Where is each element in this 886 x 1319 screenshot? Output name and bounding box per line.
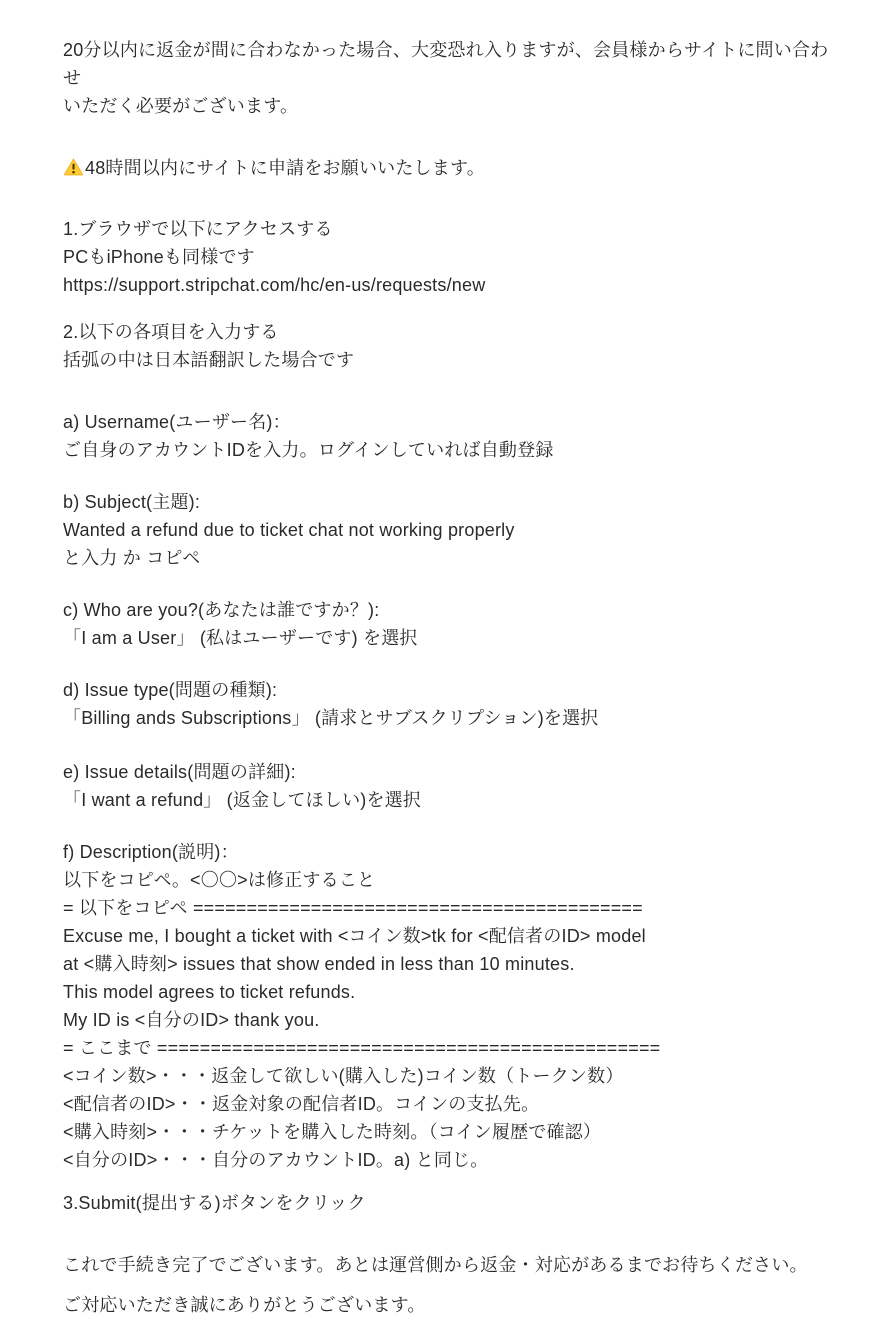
text-line: 「Billing ands Subscriptions」 (請求とサブスクリプション)を選択 bbox=[63, 708, 599, 728]
paragraph-deadline-warning bbox=[63, 154, 842, 182]
text-line: 「I want a refund」 (返金してほしい)を選択 bbox=[63, 790, 422, 810]
paragraph-field-b-subject bbox=[63, 488, 842, 572]
paragraph-field-a-username bbox=[63, 408, 842, 464]
paragraph-field-f-description bbox=[63, 838, 842, 1174]
template-text-line: This model agrees to ticket refunds. bbox=[63, 982, 356, 1002]
template-text-line: My ID is <自分のID> thank you. bbox=[63, 1010, 320, 1030]
placeholder-note-line: <コイン数>・・・返金して欲しい(購入した)コイン数（トークン数） bbox=[63, 1066, 624, 1086]
text-line: b) Subject(主題): bbox=[63, 492, 201, 512]
text-line: a) Username(ユーザー名)： bbox=[63, 412, 291, 432]
text-line: 2.以下の各項目を入力する bbox=[63, 322, 279, 342]
text-line: 以下をコピペ。<〇〇>は修正すること bbox=[63, 870, 376, 890]
text-line: 括弧の中は日本語翻訳した場合です bbox=[63, 350, 355, 370]
warning-icon bbox=[63, 157, 84, 177]
text-line: 1.ブラウザで以下にアクセスする bbox=[63, 219, 333, 239]
text-line: 48時間以内にサイトに申請をお願いいたします。 bbox=[85, 158, 485, 178]
text-line: d) Issue type(問題の種類): bbox=[63, 680, 278, 700]
placeholder-note-line: <購入時刻>・・・チケットを購入した時刻。（コイン履歴で確認） bbox=[63, 1122, 602, 1142]
text-line: ご自身のアカウントIDを入力。ログインしていれば自動登録 bbox=[63, 440, 554, 460]
support-url-text: https://support.stripchat.com/hc/en-us/requests/new bbox=[63, 275, 486, 295]
paragraph-step-3 bbox=[63, 1189, 842, 1217]
paragraph-closing-2 bbox=[63, 1291, 842, 1319]
text-line: Wanted a refund due to ticket chat not working properly bbox=[63, 520, 515, 540]
placeholder-note-line: <配信者のID>・・返金対象の配信者ID。コインの支払先。 bbox=[63, 1094, 540, 1114]
placeholder-note-line: <自分のID>・・・自分のアカウントID。a) と同じ。 bbox=[63, 1150, 489, 1170]
paragraph-step-2 bbox=[63, 318, 842, 374]
paragraph-field-e-issue-details bbox=[63, 758, 842, 814]
text-line: 3.Submit(提出する)ボタンをクリック bbox=[63, 1193, 366, 1213]
text-line: ご対応いただき誠にありがとうございます。 bbox=[63, 1295, 426, 1315]
text-line: いただく必要がございます。 bbox=[63, 96, 299, 116]
text-line: c) Who are you?(あなたは誰ですか？): bbox=[63, 600, 380, 620]
copy-template-end-divider: = ここまで =============================================== bbox=[63, 1038, 661, 1058]
paragraph-step-1 bbox=[63, 215, 842, 299]
text-line: これで手続き完了でございます。あとは運営側から返金・対応があるまでお待ちください。 bbox=[63, 1255, 808, 1275]
text-line: と入力 か コピペ bbox=[63, 548, 201, 568]
text-line: 「I am a User」 (私はユーザーです) を選択 bbox=[63, 628, 418, 648]
paragraph-closing-1 bbox=[63, 1251, 842, 1279]
template-text-line: Excuse me, I bought a ticket with <コイン数>tk for <配信者のID> model bbox=[63, 926, 646, 946]
copy-template-start-divider: = 以下をコピペ ========================================== bbox=[63, 898, 643, 918]
paragraph-intro bbox=[63, 36, 842, 120]
paragraph-field-c-who-are-you bbox=[63, 596, 842, 652]
text-line: 20分以内に返金が間に合わなかった場合、大変恐れ入りますが、会員様からサイトに問い合わせ bbox=[63, 40, 829, 88]
text-line: f) Description(説明)： bbox=[63, 842, 239, 862]
template-text-line: at <購入時刻> issues that show ended in less than 10 minutes. bbox=[63, 954, 575, 974]
warning-line bbox=[63, 154, 842, 182]
paragraph-field-d-issue-type bbox=[63, 676, 842, 732]
text-line: e) Issue details(問題の詳細): bbox=[63, 762, 296, 782]
text-line: PCもiPhoneも同様です bbox=[63, 247, 255, 267]
